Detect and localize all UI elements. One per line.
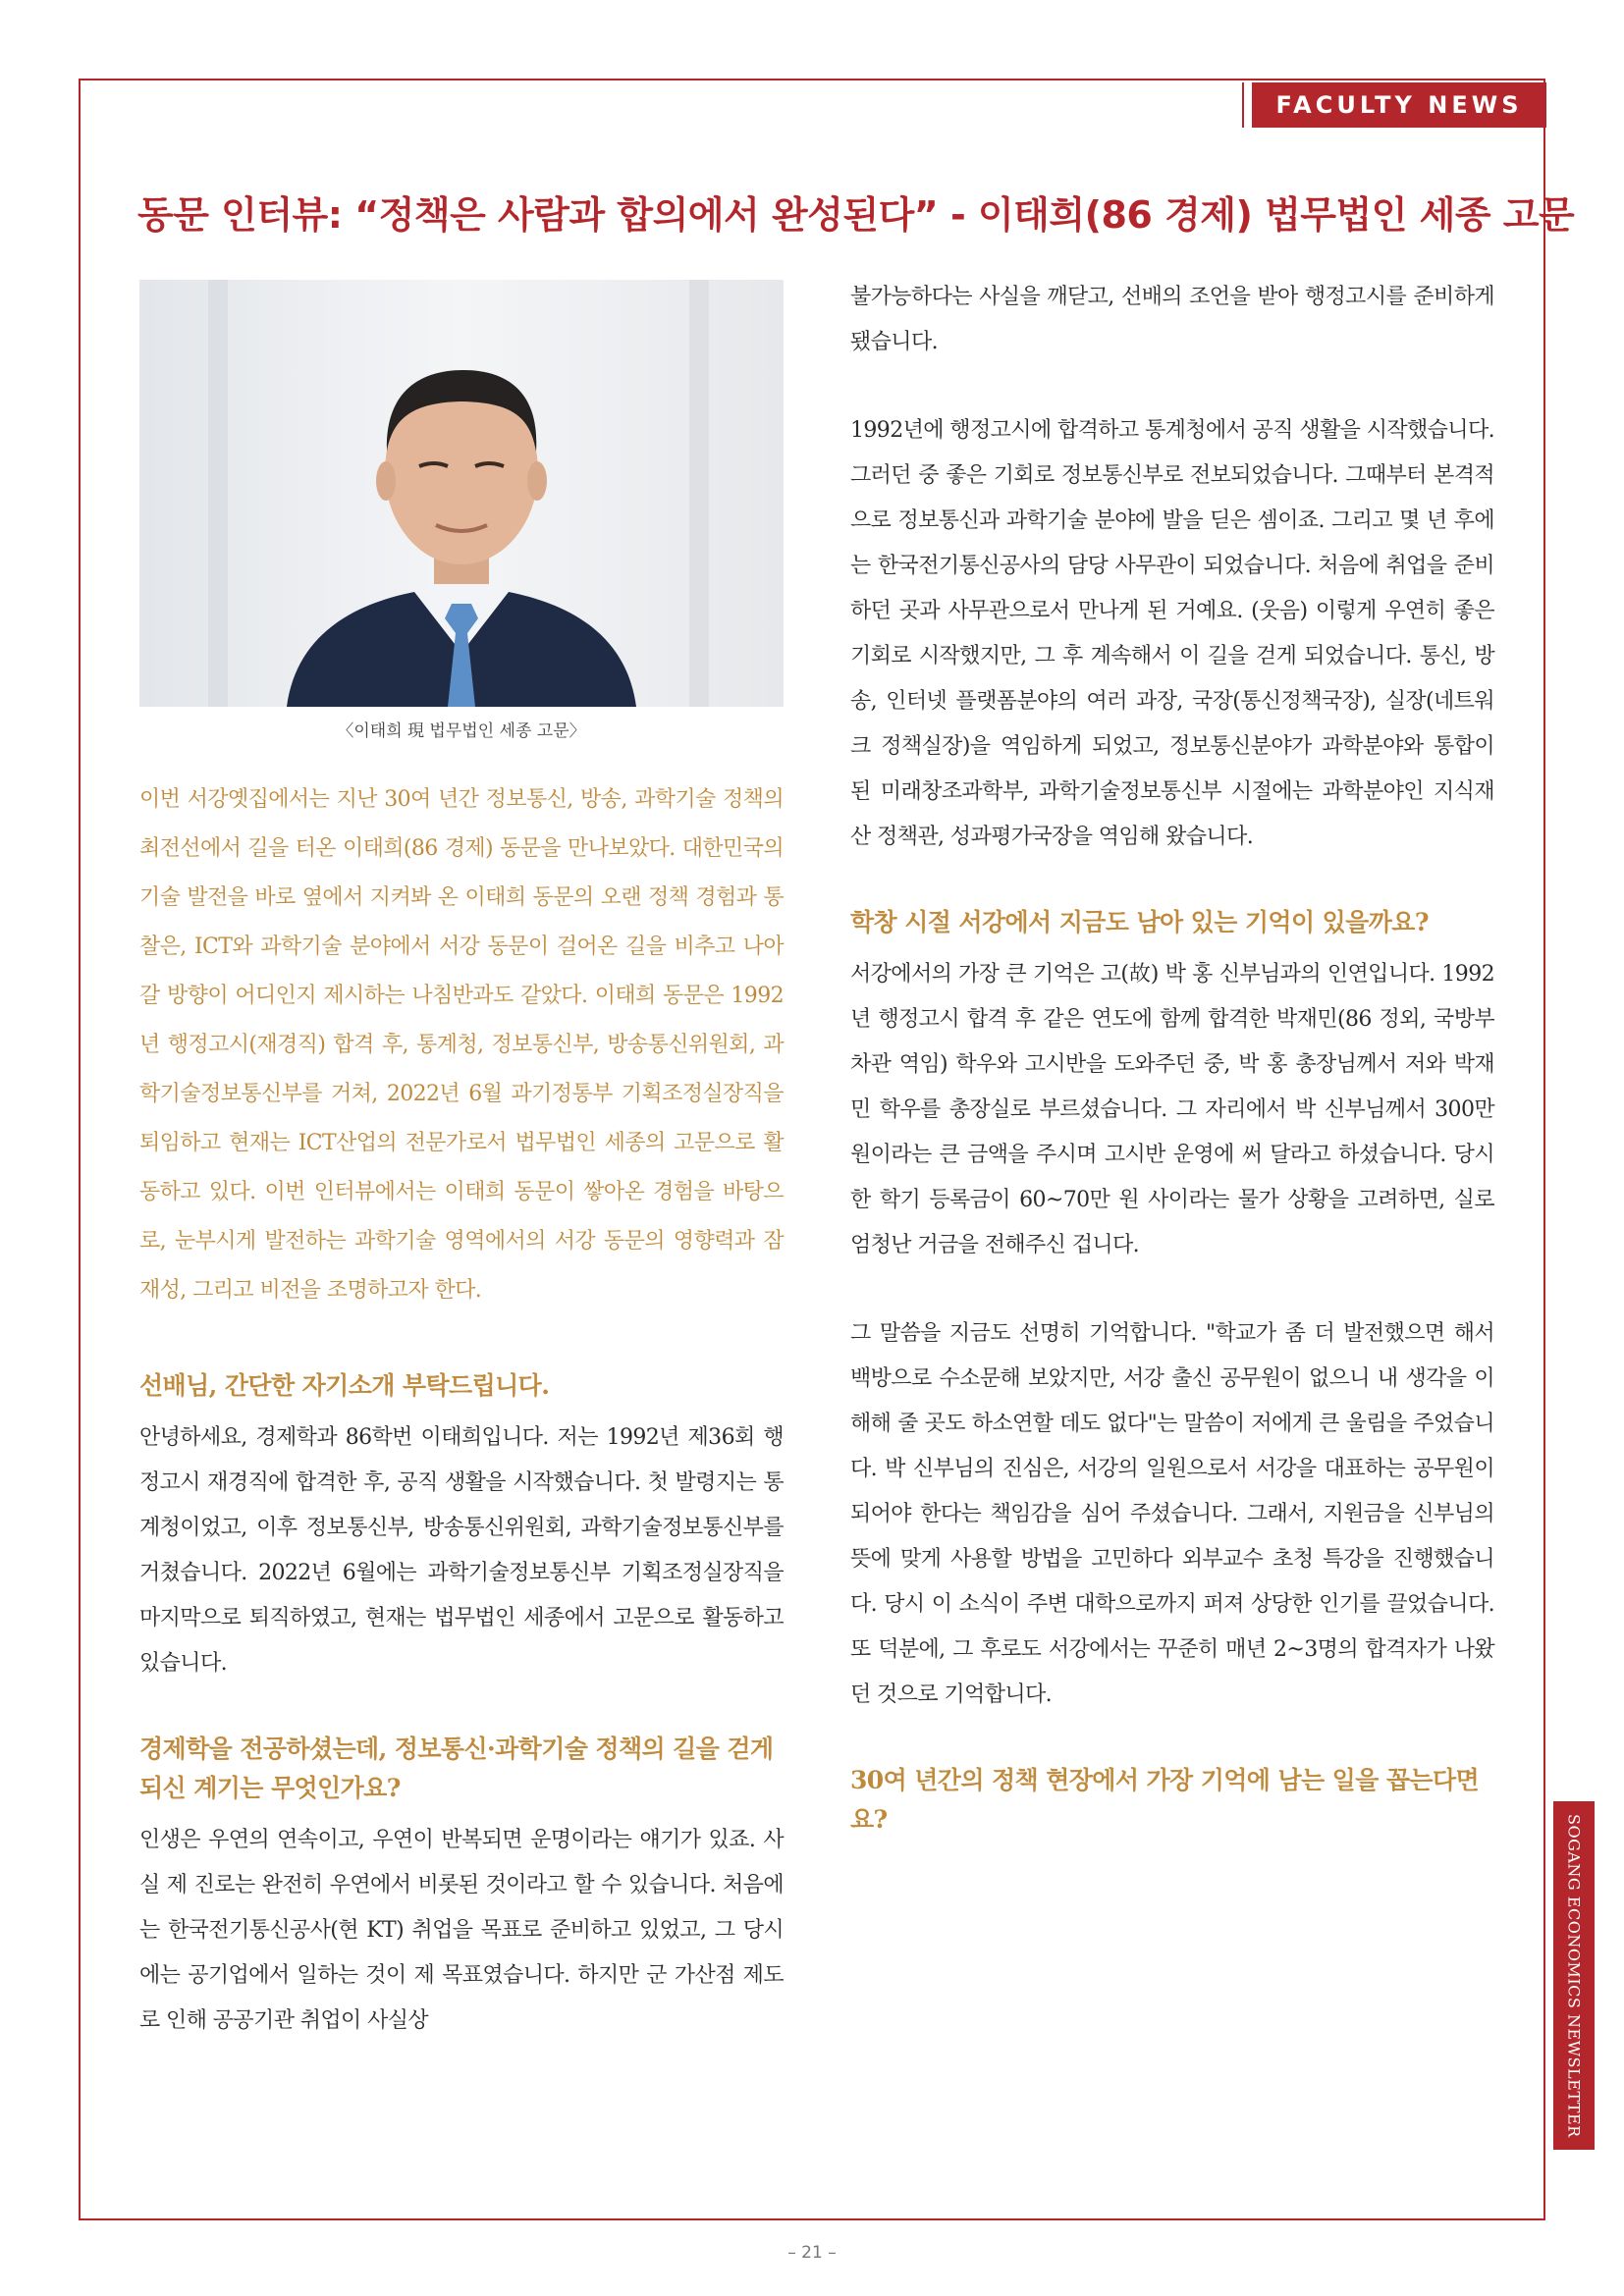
right-column xyxy=(850,275,1494,1849)
question-heading: 학창 시절 서강에서 지금도 남아 있는 기억이 있을까요? xyxy=(850,908,1429,936)
side-tab-label: SOGANG ECONOMICS NEWSLETTER xyxy=(1564,1813,1584,2138)
question-heading: 30여 년간의 정책 현장에서 가장 기억에 남는 일을 꼽는다면요? xyxy=(850,1766,1480,1834)
portrait-photo xyxy=(139,280,784,707)
answer-paragraph: 그 말씀을 지금도 선명히 기억합니다. "학교가 좀 더 발전했으면 해서 백방으로 수소문해 보았지만, 서강 출신 공무원이 없으니 내 생각을 이해해 줄 곳도 하소연할 데도 없다"는 말씀이 저에게 큰 울림을 주었습니다. 박 신부님의 진심은, 서강의 일원으로서 서강을 대표하는 공무원이 되어야 한다는 책임감을 심어 주셨습니다. 그래서, 지원금을 신부님의 뜻에 맞게 사용할 방법을 고민하다 외부교수 초청 특강을 진행했습니다. 당시 이 소식이 주변 대학으로까지 퍼져 상당한 인기를 끌었습니다. 또 덕분에, 그 후로도 서강에서는 꾸준히 매년 2~3명의 합격자가 나왔던 것으로 기억합니다. xyxy=(850,1321,1494,1707)
answer-paragraph: 인생은 우연의 연속이고, 우연이 반복되면 운명이라는 얘기가 있죠. 사실 제 진로는 완전히 우연에서 비롯된 것이라고 할 수 있습니다. 처음에는 한국전기통신공사(현 KT) 취업을 목표로 준비하고 있었고, 그 당시에는 공기업에서 일하는 것이 제 목표였습니다. 하지만 군 가산점 제도로 인해 공공기관 취업이 사실상 xyxy=(139,1828,784,2033)
newsletter-side-tab xyxy=(1553,1801,1595,2150)
answer-paragraph: 불가능하다는 사실을 깨닫고, 선배의 조언을 받아 행정고시를 준비하게 됐습니다. xyxy=(850,285,1494,354)
lead-paragraph: 이번 서강옛집에서는 지난 30여 년간 정보통신, 방송, 과학기술 정책의 최전선에서 길을 터온 이태희(86 경제) 동문을 만나보았다. 대한민국의 기술 발전을 바로 옆에서 지켜봐 온 이태희 동문의 오랜 정책 경험과 통찰은, ICT와 과학기술 분야에서 서강 동문이 걸어온 길을 비추고 나아갈 방향이 어디인지 제시하는 나침반과도 같았다. 이태희 동문은 1992년 행정고시(재경직) 합격 후, 통계청, 정보통신부, 방송통신위원회, 과학기술정보통신부를 거쳐, 2022년 6월 과기정통부 기획조정실장직을 퇴임하고 현재는 ICT산업의 전문가로서 법무법인 세종의 고문으로 활동하고 있다. 이번 인터뷰에서는 이태희 동문이 쌓아온 경험을 바탕으로, 눈부시게 발전하는 과학기술 영역에서의 서강 동문의 영향력과 잠재성, 그리고 비전을 조명하고자 한다. xyxy=(139,787,784,1303)
left-column xyxy=(139,775,784,2044)
answer-paragraph: 안녕하세요, 경제학과 86학번 이태희입니다. 저는 1992년 제36회 행정고시 재경직에 합격한 후, 공직 생활을 시작했습니다. 첫 발령지는 통계청이었고, 이후 정보통신부, 방송통신위원회, 과학기술정보통신부를 거쳤습니다. 2022년 6월에는 과학기술정보통신부 기획조정실장직을 마지막으로 퇴직하였고, 현재는 법무법인 세종에서 고문으로 활동하고 있습니다. xyxy=(139,1425,784,1676)
photo-caption: 〈이태희 現 법무법인 세종 고문〉 xyxy=(337,721,586,741)
question-heading: 경제학을 전공하셨는데, 정보통신·과학기술 정책의 길을 걷게 되신 계기는 무엇인가요? xyxy=(139,1735,774,1802)
page-number: – 21 – xyxy=(787,2243,837,2263)
section-tag: FACULTY NEWS xyxy=(1252,82,1546,128)
article-title: 동문 인터뷰: “정책은 사람과 합의에서 완성된다” - 이태희(86 경제) 법무법인 세종 고문 xyxy=(137,193,1575,237)
tag-divider xyxy=(1242,82,1244,128)
answer-paragraph: 서강에서의 가장 큰 기억은 고(故) 박 홍 신부님과의 인연입니다. 1992년 행정고시 합격 후 같은 연도에 함께 합격한 박재민(86 정외, 국방부 차관 역임) 학우와 고시반을 도와주던 중, 박 홍 총장님께서 저와 박재민 학우를 총장실로 부르셨습니다. 그 자리에서 박 신부님께서 300만 원이라는 큰 금액을 주시며 고시반 운영에 써 달라고 하셨습니다. 당시 한 학기 등록금이 60~70만 원 사이라는 물가 상황을 고려하면, 실로 엄청난 거금을 전해주신 겁니다. xyxy=(850,962,1494,1257)
answer-paragraph: 1992년에 행정고시에 합격하고 통계청에서 공직 생활을 시작했습니다. 그러던 중 좋은 기회로 정보통신부로 전보되었습니다. 그때부터 본격적으로 정보통신과 과학기술 분야에 발을 딛은 셈이죠. 그리고 몇 년 후에는 한국전기통신공사의 담당 사무관이 되었습니다. 처음에 취업을 준비하던 곳과 사무관으로서 만나게 된 거예요. (웃음) 이렇게 우연히 좋은 기회로 시작했지만, 그 후 계속해서 이 길을 걷게 되었습니다. 통신, 방송, 인터넷 플랫폼분야의 여러 과장, 국장(통신정책국장), 실장(네트워크 정책실장)을 역임하게 되었고, 정보통신분야가 과학분야와 통합이 된 미래창조과학부, 과학기술정보통신부 시절에는 과학분야인 지식재산 정책관, 성과평가국장을 역임해 왔습니다. xyxy=(850,418,1494,849)
portrait-illustration xyxy=(139,280,784,707)
question-heading: 선배님, 간단한 자기소개 부탁드립니다. xyxy=(139,1371,550,1400)
